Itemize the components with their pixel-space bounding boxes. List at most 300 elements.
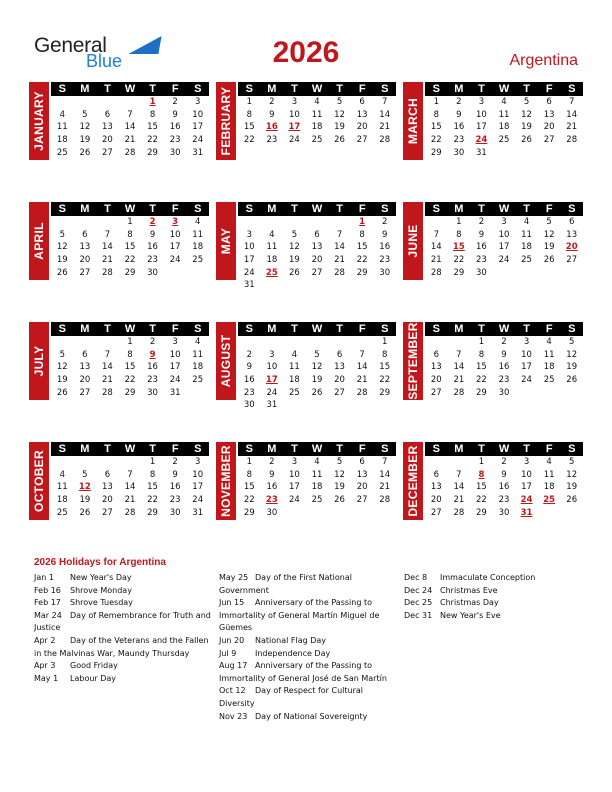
day-cell: 22 [243, 495, 255, 506]
weekday-label: S [568, 203, 576, 215]
day-grid [51, 216, 209, 279]
day-cell: 12 [56, 242, 68, 253]
month-name: MARCH [406, 97, 420, 145]
day-cell: 12 [543, 229, 555, 240]
weekday-header [238, 442, 396, 456]
holiday-date: May 25 [219, 573, 249, 582]
day-cell: 1 [246, 97, 252, 107]
day-cell: 11 [311, 469, 323, 480]
day-cell: 29 [430, 147, 442, 158]
month-october [29, 442, 209, 532]
weekday-label: T [336, 203, 343, 215]
day-cell: 15 [147, 482, 158, 493]
holiday-day-cell: 25 [543, 495, 556, 506]
weekday-label: T [149, 443, 156, 455]
day-cell: 16 [476, 242, 487, 253]
day-cell: 6 [82, 229, 88, 240]
day-cell: 10 [169, 349, 181, 360]
holiday-column-3 [404, 572, 584, 622]
day-cell: 27 [543, 135, 555, 146]
weekday-label: M [267, 203, 277, 215]
day-cell: 18 [192, 362, 204, 373]
day-cell: 14 [453, 482, 465, 493]
weekday-label: S [245, 203, 253, 215]
weekday-label: W [498, 443, 510, 455]
holiday-name: Independence Day [255, 648, 331, 658]
day-cell: 12 [566, 469, 578, 480]
holiday-name: Anniversary of the Passing to Immortality of General José de San Martín [219, 661, 387, 683]
weekday-label: W [311, 443, 323, 455]
day-cell: 12 [56, 362, 68, 373]
day-cell: 18 [56, 495, 68, 506]
holiday-day-cell: 17 [265, 375, 278, 386]
day-cell: 9 [501, 469, 507, 480]
day-cell: 20 [430, 495, 442, 506]
holiday-date: Apr 3 [34, 661, 56, 671]
holiday-entry [219, 597, 399, 635]
day-cell: 13 [311, 242, 323, 253]
day-cell: 18 [311, 122, 323, 133]
day-cell: 26 [521, 135, 532, 146]
day-cell: 18 [521, 242, 532, 253]
day-grid [425, 336, 583, 399]
day-cell: 25 [521, 255, 532, 266]
day-cell: 17 [169, 242, 181, 253]
logo-text-general: General [34, 34, 107, 57]
holiday-name: National Flag Day [255, 635, 327, 645]
holiday-day-cell: 16 [265, 122, 278, 133]
empty-day-cell [261, 336, 284, 349]
empty-day-cell [238, 216, 261, 229]
empty-day-cell [425, 456, 448, 469]
calendar-year: 2026 [272, 36, 340, 69]
day-cell: 4 [314, 457, 320, 467]
day-cell: 17 [192, 122, 204, 133]
holiday-entry [219, 648, 399, 661]
day-cell: 29 [476, 387, 487, 398]
day-cell: 26 [79, 507, 91, 518]
month-label-tab [403, 442, 423, 520]
weekday-label: W [124, 443, 136, 455]
day-cell: 2 [172, 457, 178, 467]
day-cell: 11 [543, 349, 555, 360]
day-cell: 19 [79, 135, 91, 146]
day-cell: 9 [172, 469, 178, 480]
day-cell: 5 [82, 109, 88, 120]
empty-day-cell [448, 456, 471, 469]
holiday-name: Day of Remembrance for Truth and Justice [34, 610, 211, 633]
weekday-label: F [171, 443, 179, 455]
weekday-label: M [454, 323, 464, 335]
month-label-tab [216, 202, 236, 280]
month-august [216, 322, 396, 412]
day-cell: 1 [456, 217, 462, 227]
day-cell: 18 [498, 122, 510, 133]
holiday-entry [404, 610, 584, 623]
day-cell: 20 [79, 255, 91, 266]
month-label-tab [216, 82, 236, 160]
weekday-label: F [358, 203, 366, 215]
weekday-label: W [311, 323, 323, 335]
month-label-tab [403, 82, 423, 160]
month-december [403, 442, 583, 532]
empty-day-cell [51, 216, 74, 229]
day-cell: 25 [192, 255, 204, 266]
day-cell: 25 [289, 387, 300, 398]
day-cell: 23 [379, 255, 391, 266]
day-cell: 3 [291, 97, 298, 107]
holiday-date: Jan 1 [34, 573, 54, 582]
month-name: NOVEMBER [219, 445, 233, 517]
weekday-label: S [245, 443, 253, 455]
month-label-tab [216, 442, 236, 520]
weekday-label: M [80, 443, 90, 455]
day-cell: 20 [334, 375, 345, 386]
empty-day-cell [425, 216, 448, 229]
day-cell: 30 [147, 267, 158, 278]
day-cell: 15 [243, 482, 255, 493]
day-cell: 22 [476, 375, 487, 386]
day-cell: 27 [102, 507, 113, 518]
day-cell: 26 [79, 147, 91, 158]
month-september [403, 322, 583, 412]
day-cell: 19 [521, 122, 532, 133]
day-cell: 2 [456, 97, 462, 107]
day-cell: 20 [102, 495, 113, 506]
day-cell: 24 [192, 135, 204, 146]
holiday-entry [219, 660, 399, 685]
day-cell: 26 [289, 267, 300, 278]
day-cell: 5 [336, 97, 343, 107]
day-cell: 7 [104, 349, 111, 360]
day-cell: 15 [379, 362, 391, 373]
weekday-label: T [149, 323, 156, 335]
weekday-label: W [124, 203, 136, 215]
day-cell: 14 [453, 362, 465, 373]
holiday-name: Immaculate Conception [440, 573, 536, 582]
day-cell: 20 [311, 255, 323, 266]
day-cell: 30 [379, 267, 391, 278]
day-cell: 22 [453, 255, 465, 266]
day-cell: 28 [124, 507, 136, 518]
day-cell: 6 [568, 217, 575, 227]
day-cell: 30 [498, 387, 510, 398]
day-cell: 5 [82, 469, 88, 480]
day-cell: 31 [192, 147, 204, 158]
weekday-header [238, 82, 396, 96]
day-cell: 15 [476, 482, 487, 493]
day-cell: 10 [289, 469, 300, 480]
holiday-entry [219, 685, 399, 710]
weekday-header [238, 322, 396, 336]
day-cell: 4 [59, 109, 65, 120]
day-cell: 9 [381, 229, 388, 240]
holiday-day-cell: 15 [452, 242, 465, 253]
day-cell: 10 [192, 469, 204, 480]
day-cell: 2 [149, 337, 156, 347]
day-cell: 5 [59, 229, 65, 240]
holiday-name: Shrove Tuesday [70, 598, 133, 608]
day-cell: 16 [169, 122, 181, 133]
day-cell: 29 [124, 267, 136, 278]
holiday-day-cell: 9 [149, 349, 156, 360]
holiday-date: Dec 24 [404, 585, 433, 595]
day-cell: 19 [56, 375, 68, 386]
empty-day-cell [425, 336, 448, 349]
day-cell: 7 [104, 229, 111, 240]
day-cell: 24 [498, 255, 510, 266]
day-cell: 4 [59, 469, 65, 480]
day-cell: 23 [498, 375, 510, 386]
day-cell: 17 [192, 482, 204, 493]
day-cell: 30 [169, 147, 181, 158]
month-label-tab [29, 322, 49, 400]
empty-day-cell [351, 336, 374, 349]
holiday-date: Dec 25 [404, 598, 433, 608]
day-cell: 22 [476, 495, 487, 506]
day-cell: 3 [194, 97, 201, 107]
day-cell: 30 [476, 267, 487, 278]
weekday-label: M [80, 83, 90, 95]
day-cell: 7 [381, 457, 388, 467]
day-cell: 15 [243, 122, 255, 133]
day-cell: 23 [498, 495, 510, 506]
month-name: FEBRUARY [219, 86, 233, 156]
holiday-entry [219, 635, 399, 648]
month-name: AUGUST [219, 334, 233, 388]
day-cell: 31 [266, 400, 278, 411]
weekday-label: T [336, 323, 343, 335]
empty-day-cell [51, 456, 74, 469]
day-cell: 6 [314, 229, 320, 240]
weekday-label: M [454, 203, 464, 215]
month-name: MAY [219, 227, 233, 255]
day-cell: 22 [124, 375, 136, 386]
day-cell: 7 [127, 469, 133, 480]
day-cell: 18 [192, 242, 204, 253]
day-cell: 16 [243, 375, 255, 386]
day-cell: 3 [523, 457, 530, 467]
day-cell: 6 [359, 457, 365, 467]
weekday-label: T [104, 83, 111, 95]
day-cell: 22 [124, 255, 136, 266]
month-name: APRIL [32, 222, 46, 260]
day-cell: 21 [356, 375, 368, 386]
day-cell: 8 [127, 229, 133, 240]
day-cell: 1 [127, 337, 133, 347]
weekday-label: T [291, 83, 298, 95]
day-cell: 26 [334, 135, 345, 146]
day-cell: 28 [102, 387, 113, 398]
month-march [403, 82, 583, 172]
day-cell: 30 [453, 147, 465, 158]
day-cell: 13 [566, 229, 578, 240]
day-cell: 13 [356, 109, 368, 120]
day-cell: 4 [194, 337, 201, 347]
empty-day-cell [306, 216, 329, 229]
weekday-label: T [478, 443, 485, 455]
day-cell: 4 [269, 229, 275, 240]
day-cell: 20 [543, 122, 555, 133]
day-cell: 26 [566, 495, 578, 506]
day-cell: 17 [169, 362, 181, 373]
holiday-date: Feb 17 [34, 598, 61, 608]
day-cell: 8 [246, 469, 252, 480]
day-cell: 14 [430, 242, 442, 253]
day-cell: 7 [456, 349, 462, 360]
day-cell: 29 [476, 507, 487, 518]
weekday-header [425, 82, 583, 96]
day-cell: 13 [102, 482, 113, 493]
weekday-label: W [311, 83, 323, 95]
day-cell: 25 [56, 147, 68, 158]
day-cell: 12 [334, 109, 345, 120]
empty-day-cell [448, 336, 471, 349]
day-cell: 26 [56, 387, 68, 398]
weekday-label: T [523, 83, 530, 95]
day-cell: 6 [336, 349, 343, 360]
day-cell: 24 [169, 375, 181, 386]
holiday-name: Good Friday [70, 661, 118, 671]
weekday-label: S [245, 83, 253, 95]
weekday-label: T [336, 443, 343, 455]
day-cell: 9 [172, 109, 178, 120]
day-cell: 1 [478, 337, 485, 347]
weekday-header [425, 322, 583, 336]
day-cell: 7 [568, 97, 575, 107]
day-cell: 4 [546, 457, 552, 467]
weekday-label: T [478, 203, 485, 215]
weekday-label: S [432, 203, 440, 215]
weekday-header [51, 82, 209, 96]
day-cell: 8 [456, 229, 462, 240]
day-cell: 14 [124, 122, 136, 133]
day-cell: 11 [192, 229, 204, 240]
day-cell: 2 [269, 457, 275, 467]
day-cell: 2 [381, 217, 388, 227]
weekday-label: S [432, 83, 440, 95]
empty-day-cell [328, 216, 351, 229]
day-cell: 11 [289, 362, 300, 373]
holiday-entry [404, 572, 584, 585]
day-cell: 20 [356, 122, 368, 133]
day-cell: 3 [194, 457, 201, 467]
holiday-date: Feb 16 [34, 585, 61, 595]
day-cell: 10 [266, 362, 278, 373]
holiday-day-cell: 2 [149, 217, 156, 227]
logo-text-blue: Blue [86, 51, 123, 71]
day-cell: 15 [124, 362, 136, 373]
day-cell: 21 [102, 375, 113, 386]
day-grid [238, 96, 396, 147]
day-cell: 23 [243, 387, 255, 398]
holiday-column-2 [219, 572, 399, 723]
day-cell: 3 [478, 97, 485, 107]
day-grid [51, 456, 209, 519]
empty-day-cell [283, 216, 306, 229]
day-cell: 4 [501, 97, 507, 107]
holiday-day-cell: 23 [265, 495, 278, 506]
day-cell: 28 [124, 147, 136, 158]
holiday-entry [404, 597, 584, 610]
day-cell: 17 [521, 362, 532, 373]
day-cell: 25 [311, 495, 323, 506]
day-cell: 27 [311, 267, 323, 278]
day-cell: 13 [334, 362, 345, 373]
weekday-label: M [454, 443, 464, 455]
day-cell: 6 [433, 469, 439, 480]
day-cell: 1 [381, 337, 388, 347]
day-cell: 19 [543, 242, 555, 253]
weekday-label: M [454, 83, 464, 95]
day-cell: 18 [266, 255, 278, 266]
empty-day-cell [74, 96, 97, 109]
holiday-name: Day of Respect for Cultural Diversity [219, 686, 364, 708]
day-cell: 12 [566, 349, 578, 360]
day-cell: 14 [379, 109, 391, 120]
holiday-name: Christmas Eve [440, 585, 498, 595]
day-cell: 16 [498, 482, 510, 493]
day-cell: 9 [149, 229, 156, 240]
day-cell: 10 [476, 109, 487, 120]
month-april [29, 202, 209, 292]
empty-day-cell [328, 336, 351, 349]
day-cell: 6 [104, 469, 111, 480]
day-cell: 20 [102, 135, 113, 146]
day-cell: 26 [311, 387, 323, 398]
weekday-header [51, 202, 209, 216]
day-cell: 7 [381, 97, 388, 107]
day-cell: 21 [453, 375, 465, 386]
day-cell: 28 [356, 387, 368, 398]
day-cell: 1 [149, 457, 156, 467]
holiday-entry [34, 635, 214, 660]
day-cell: 13 [543, 109, 555, 120]
day-cell: 2 [501, 337, 507, 347]
day-grid [51, 96, 209, 159]
day-cell: 23 [169, 495, 181, 506]
holiday-date: Dec 8 [404, 573, 428, 582]
day-cell: 19 [334, 122, 345, 133]
month-label-tab [29, 442, 49, 520]
day-cell: 6 [433, 349, 439, 360]
month-february [216, 82, 396, 172]
day-cell: 8 [478, 349, 485, 360]
holiday-name: Day of National Sovereignty [255, 711, 368, 721]
day-grid [51, 336, 209, 399]
weekday-label: S [432, 443, 440, 455]
weekday-label: F [358, 83, 366, 95]
weekday-label: S [58, 443, 66, 455]
day-cell: 21 [566, 122, 578, 133]
day-cell: 28 [379, 135, 391, 146]
day-cell: 18 [311, 482, 323, 493]
day-grid [238, 456, 396, 519]
day-cell: 24 [521, 375, 532, 386]
day-cell: 8 [359, 229, 365, 240]
day-cell: 22 [356, 255, 368, 266]
empty-day-cell [74, 336, 97, 349]
weekday-header [238, 202, 396, 216]
weekday-label: S [58, 203, 66, 215]
weekday-label: F [171, 83, 179, 95]
day-cell: 20 [79, 375, 91, 386]
day-cell: 9 [269, 109, 275, 120]
weekday-label: T [523, 323, 530, 335]
weekday-label: F [358, 443, 366, 455]
holiday-date: Aug 17 [219, 661, 248, 671]
day-cell: 7 [336, 229, 343, 240]
